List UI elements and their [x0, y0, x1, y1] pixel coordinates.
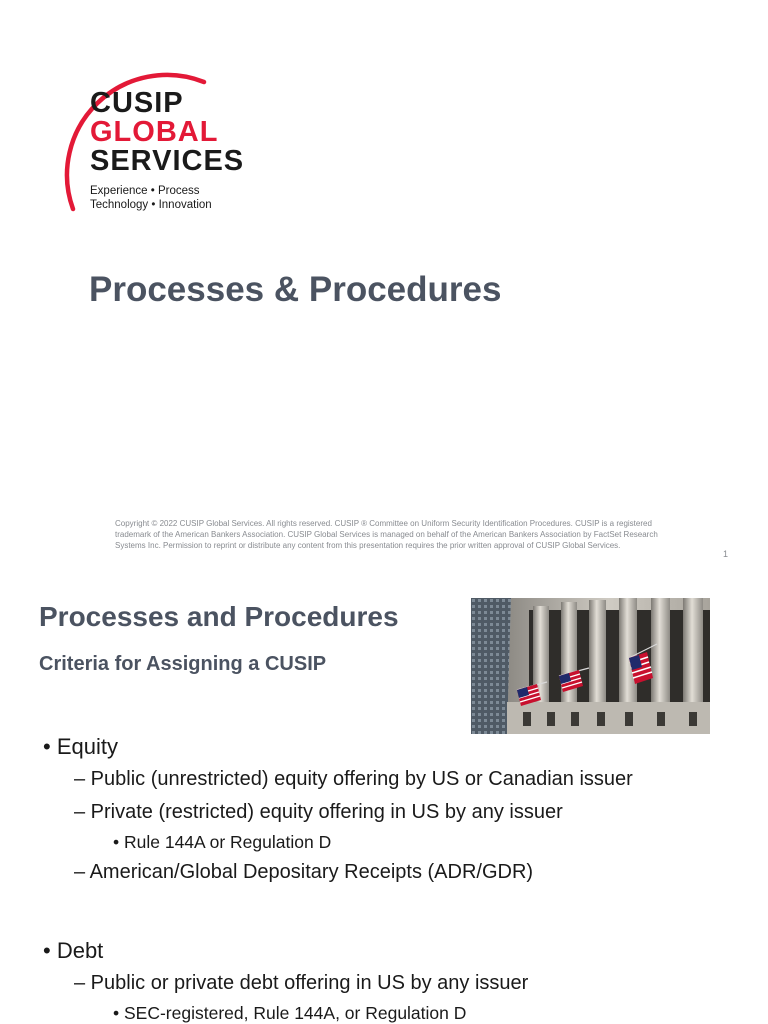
bullet-equity-private: – Private (restricted) equity offering in US by any issuer — [74, 801, 563, 823]
bullet-equity-private-rule: • Rule 144A or Regulation D — [113, 832, 332, 852]
slide-subtitle: Criteria for Assigning a CUSIP — [39, 653, 327, 675]
copyright-notice: Copyright © 2022 CUSIP Global Services. All rights reserved. CUSIP ® Committee on Uniform Security Identification Procedures. CUSIP is a registered trademark of the American Bankers Association. CUSIP Global Services is managed on behalf of the American Bankers Association by FactSet Research Systems Inc. Permission to reprint or distribute any content from this presentation requires the prior written approval of CUSIP Global Services. — [115, 519, 658, 550]
logo-tagline-2: Technology • Innovation — [90, 199, 212, 211]
logo-tagline-1: Experience • Process — [90, 185, 200, 197]
logo-services-text: SERVICES — [90, 145, 245, 177]
slide-title: Processes and Procedures — [39, 601, 399, 632]
cusip-logo — [44, 64, 244, 214]
bullet-equity-public: – Public (unrestricted) equity offering by US or Canadian issuer — [74, 768, 633, 790]
bullet-debt-public: – Public or private debt offering in US by any issuer — [74, 972, 529, 994]
bullet-equity-adr: – American/Global Depositary Receipts (ADR/GDR) — [74, 861, 534, 883]
nyse-flags-photo — [471, 598, 710, 734]
logo-cusip-text: CUSIP — [90, 87, 184, 119]
page-number: 1 — [723, 549, 729, 559]
logo-global-text: GLOBAL — [90, 116, 219, 148]
slide-title: Processes & Procedures — [89, 270, 502, 309]
bullet-debt-rule: • SEC-registered, Rule 144A, or Regulation D — [113, 1003, 467, 1023]
content-slide — [0, 580, 768, 1024]
bullet-equity: • Equity — [43, 734, 118, 759]
bullet-debt: • Debt — [43, 938, 104, 963]
